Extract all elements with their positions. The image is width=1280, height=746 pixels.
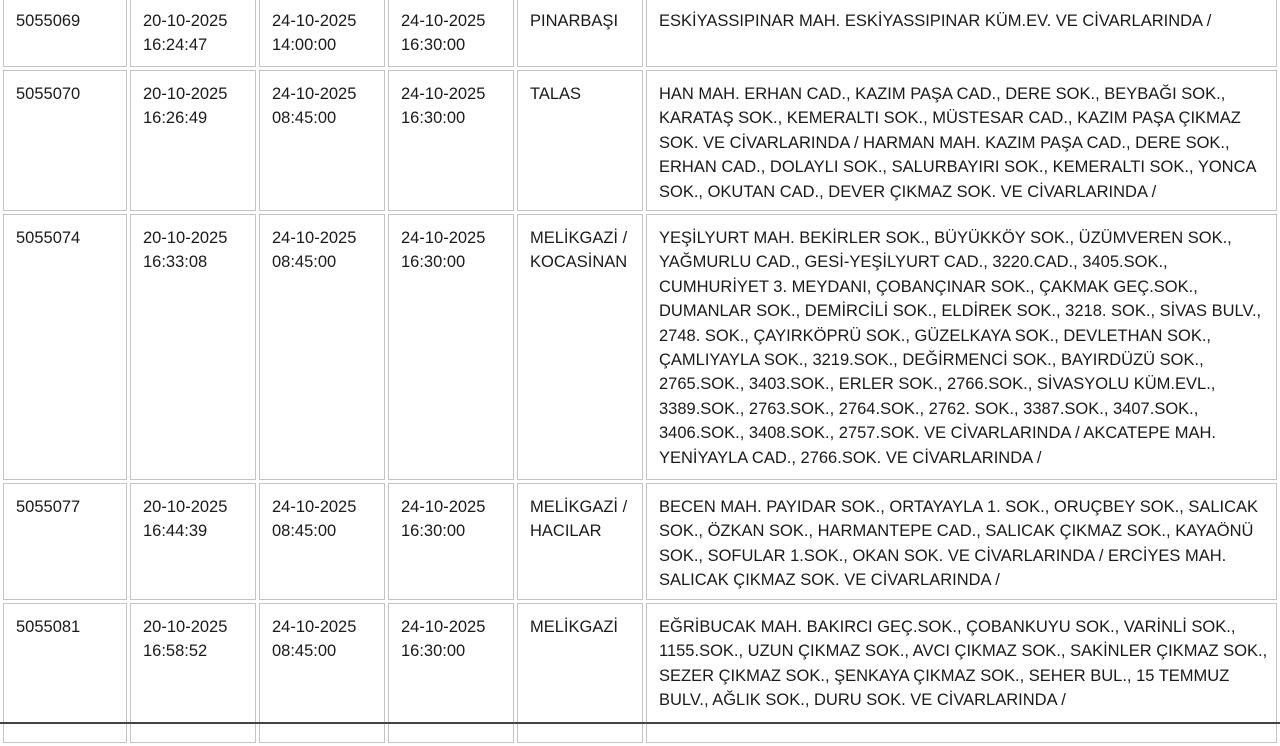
created-datetime-cell	[130, 70, 256, 211]
end-time: 16:30:00	[401, 642, 466, 661]
outage-id-cell	[3, 70, 127, 211]
start-datetime-cell	[259, 483, 385, 600]
end-date: 24-10-2025	[401, 229, 486, 247]
region-line-1: MELİKGAZİ	[530, 618, 619, 636]
bottom-divider	[0, 722, 1280, 724]
created-date: 20-10-2025	[143, 12, 228, 30]
end-date: 24-10-2025	[401, 498, 486, 516]
start-date: 24-10-2025	[272, 229, 357, 247]
table-row	[3, 214, 1277, 480]
end-datetime-cell	[388, 0, 514, 67]
start-datetime-cell	[259, 0, 385, 67]
created-datetime-cell	[130, 214, 256, 480]
created-time: 16:26:49	[143, 109, 208, 128]
region-line-1: TALAS	[530, 85, 582, 103]
region-cell	[517, 214, 643, 480]
outage-id: 5055070	[16, 85, 81, 103]
outage-id: 5055074	[16, 229, 81, 247]
region-line-1: MELİKGAZİ /	[530, 498, 628, 516]
created-date: 20-10-2025	[143, 618, 228, 636]
end-time: 16:30:00	[401, 36, 466, 55]
end-date: 24-10-2025	[401, 618, 486, 636]
created-datetime-cell	[130, 0, 256, 67]
end-time: 16:30:00	[401, 522, 466, 541]
end-datetime-cell	[388, 70, 514, 211]
address-text: EĞRİBUCAK MAH. BAKIRCI GEÇ.SOK., ÇOBANKUYU SOK., VARİNLİ SOK., 1155.SOK., UZUN ÇIKMAZ SOK., AVCI ÇIKMAZ SOK., SAKİNLER ÇIKMAZ SOK., SEZER ÇIKMAZ SOK., ŞENKAYA ÇIKMAZ SOK., SEHER BUL., 15 TEMMUZ BULV., AĞLIK SOK., DURU SOK. VE CİVARLARINDA /	[659, 618, 1268, 710]
region-cell	[517, 70, 643, 211]
start-date: 24-10-2025	[272, 12, 357, 30]
created-datetime-cell	[130, 483, 256, 600]
end-time: 16:30:00	[401, 253, 466, 272]
created-date: 20-10-2025	[143, 85, 228, 103]
created-time: 16:44:39	[143, 522, 208, 541]
region-line-1: MELİKGAZİ /	[530, 229, 628, 247]
created-date: 20-10-2025	[143, 498, 228, 516]
created-time: 16:33:08	[143, 253, 208, 272]
region-line-2: HACILAR	[530, 522, 602, 541]
start-datetime-cell	[259, 70, 385, 211]
address-cell	[646, 0, 1277, 67]
outage-id: 5055081	[16, 618, 81, 636]
start-date: 24-10-2025	[272, 618, 357, 636]
address-cell	[646, 214, 1277, 480]
end-time: 16:30:00	[401, 109, 466, 128]
end-date: 24-10-2025	[401, 85, 486, 103]
start-time: 08:45:00	[272, 522, 337, 541]
outage-id-cell	[3, 214, 127, 480]
start-date: 24-10-2025	[272, 85, 357, 103]
region-line-2: KOCASİNAN	[530, 253, 628, 272]
region-cell	[517, 0, 643, 67]
start-datetime-cell	[259, 214, 385, 480]
table-row	[3, 483, 1277, 600]
region-cell	[517, 483, 643, 600]
end-datetime-cell	[388, 214, 514, 480]
outage-id: 5055069	[16, 12, 81, 30]
address-text: YEŞİLYURT MAH. BEKİRLER SOK., BÜYÜKKÖY SOK., ÜZÜMVEREN SOK., YAĞMURLU CAD., GESİ-YEŞİLYURT CAD., 3220.CAD., 3405.SOK., CUMHURİYET 3. MEYDANI, ÇOBANÇINAR SOK., ÇAKMAK GEÇ.SOK., DUMANLAR SOK., DEMİRCİLİ SOK., ELDİREK SOK., 3218. SOK., SİVAS BULV., 2748. SOK., ÇAYIRKÖPRÜ SOK., GÜZELKAYA SOK., DEVLETHAN SOK., ÇAMLIYAYLA SOK., 3219.SOK., DEĞİRMENCİ SOK., BAYIRDÜZÜ SOK., 2765.SOK., 3403.SOK., ERLER SOK., 2766.SOK., SİVASYOLU KÜM.EVL., 3389.SOK., 2763.SOK., 2764.SOK., 2762. SOK., 3387.SOK., 3407.SOK., 3406.SOK., 3408.SOK., 2757.SOK. VE CİVARLARINDA / AKCATEPE MAH. YENİYAYLA CAD., 2766.SOK. VE CİVARLARINDA /	[659, 229, 1262, 467]
end-datetime-cell	[388, 483, 514, 600]
table-row	[3, 0, 1277, 67]
address-text: HAN MAH. ERHAN CAD., KAZIM PAŞA CAD., DERE SOK., BEYBAĞI SOK., KARATAŞ SOK., KEMERALTI SOK., MÜSTESAR CAD., KAZIM PAŞA ÇIKMAZ SOK. VE CİVARLARINDA / HARMAN MAH. KAZIM PAŞA CAD., DERE SOK., ERHAN CAD., DOLAYLI SOK., SALURBAYIRI SOK., KEMERALTI SOK., YONCA SOK., OKUTAN CAD., DEVER ÇIKMAZ SOK. VE CİVARLARINDA /	[659, 85, 1256, 201]
outage-id-cell	[3, 0, 127, 67]
created-date: 20-10-2025	[143, 229, 228, 247]
region-line-1: PINARBAŞI	[530, 12, 619, 30]
address-cell	[646, 483, 1277, 600]
start-time: 08:45:00	[272, 642, 337, 661]
address-text: BECEN MAH. PAYIDAR SOK., ORTAYAYLA 1. SOK., ORUÇBEY SOK., SALICAK SOK., ÖZKAN SOK., HARMANTEPE CAD., SALICAK ÇIKMAZ SOK., KAYAÖNÜ SOK., SOFULAR 1.SOK., OKAN SOK. VE CİVARLARINDA / ERCİYES MAH. SALICAK ÇIKMAZ SOK. VE CİVARLARINDA /	[659, 498, 1259, 590]
created-time: 16:58:52	[143, 642, 208, 661]
address-text: ESKİYASSIPINAR MAH. ESKİYASSIPINAR KÜM.EV. VE CİVARLARINDA /	[659, 12, 1212, 30]
address-cell	[646, 70, 1277, 211]
table-row	[3, 70, 1277, 211]
outage-id-cell	[3, 483, 127, 600]
outage-id: 5055077	[16, 498, 81, 516]
start-date: 24-10-2025	[272, 498, 357, 516]
start-time: 14:00:00	[272, 36, 337, 55]
end-date: 24-10-2025	[401, 12, 486, 30]
start-time: 08:45:00	[272, 253, 337, 272]
start-time: 08:45:00	[272, 109, 337, 128]
created-time: 16:24:47	[143, 36, 208, 55]
